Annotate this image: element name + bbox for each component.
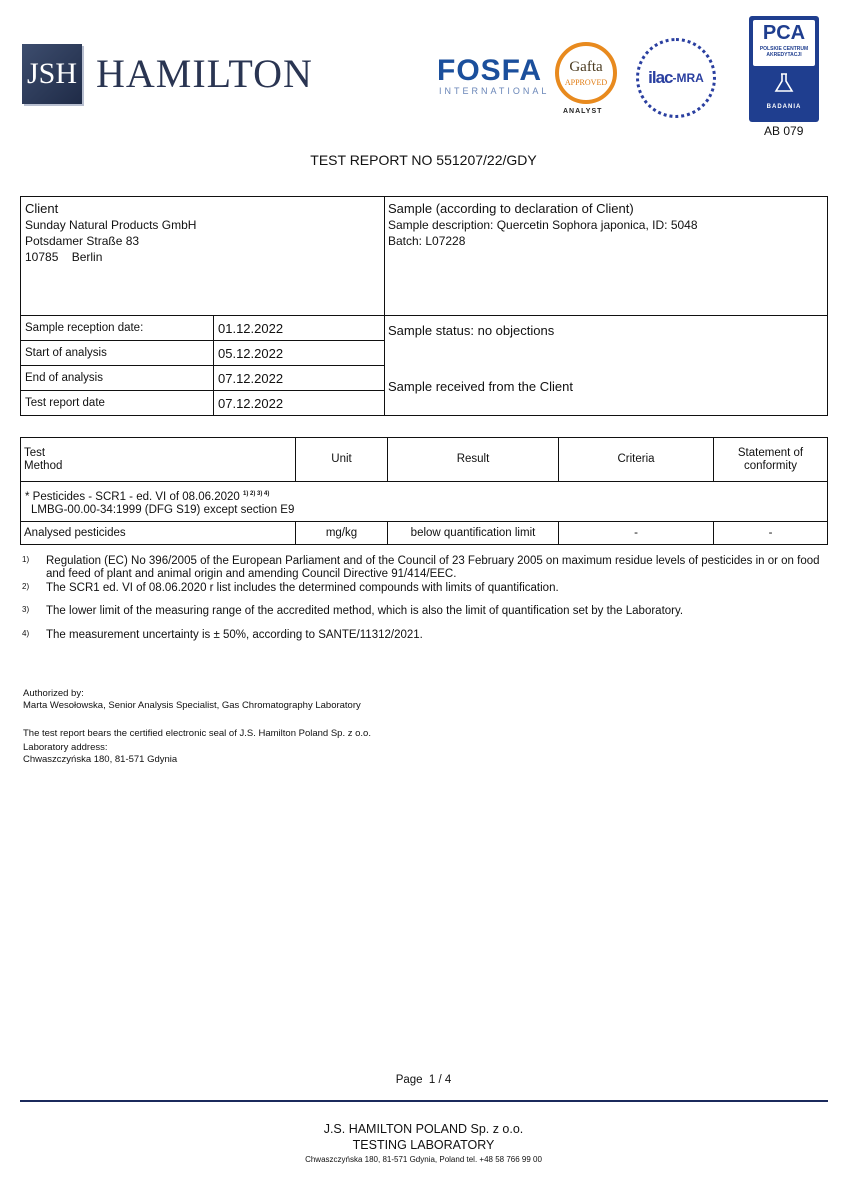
footnote-text: Regulation (EC) No 396/2005 of the European Parliament and of the Council of 23 February 2005 on maximum residue levels of pesticides in or on food and feed of plant and animal origin and amending Council Directive 91/414/EEC. xyxy=(46,555,820,580)
sample-description: Sample description: Quercetin Sophora japonica, ID: 5048 xyxy=(388,218,698,232)
client-street: Potsdamer Straße 83 xyxy=(25,234,140,248)
sample-received: Sample received from the Client xyxy=(388,379,573,394)
header-test-method xyxy=(21,438,296,481)
sample-block xyxy=(388,201,698,249)
footnote-number: 4) xyxy=(22,629,30,638)
date-value: 01.12.2022 xyxy=(218,321,284,336)
header-criteria: Criteria xyxy=(559,438,714,481)
gafta-name: Gafta xyxy=(569,59,603,75)
gafta-seal xyxy=(555,42,617,104)
header-test: Test xyxy=(24,446,46,459)
test-description xyxy=(25,488,294,517)
footnote-number: 3) xyxy=(22,605,30,614)
header-result: Result xyxy=(388,438,559,481)
fosfa-subtitle: INTERNATIONAL xyxy=(439,86,550,96)
header-conformity-line2: conformity xyxy=(743,459,798,472)
date-label: Test report date xyxy=(25,397,105,409)
header-method: Method xyxy=(24,459,63,472)
ilac-text: ilac xyxy=(648,68,673,87)
header-conformity xyxy=(714,438,827,481)
sample-status: Sample status: no objections xyxy=(388,323,555,338)
test-name: * Pesticides - SCR1 - ed. VI of 08.06.2020 xyxy=(25,490,240,503)
client-label: Client xyxy=(25,201,59,216)
client-city: 10785 Berlin xyxy=(25,250,103,264)
header-unit: Unit xyxy=(296,438,388,481)
footer-lab: TESTING LABORATORY xyxy=(352,1138,495,1152)
lab-address: Chwaszczyńska 180, 81-571 Gdynia xyxy=(23,754,178,765)
pca-badania: BADANIA xyxy=(766,104,802,110)
test-footnote-refs: 1) 2) 3) 4) xyxy=(243,491,270,497)
date-label: Sample reception date: xyxy=(25,322,144,334)
footer-address: Chwaszczyńska 180, 81-571 Gdynia, Poland tel. +48 58 766 99 00 xyxy=(305,1155,542,1164)
footnote-number: 1) xyxy=(22,555,30,564)
hamilton-wordmark: HAMILTON xyxy=(96,51,313,96)
pca-wordmark: PCA xyxy=(762,22,806,44)
date-label: Start of analysis xyxy=(25,347,107,359)
gafta-analyst: ANALYST xyxy=(563,108,603,115)
test-method: LMBG-00.00-34:1999 (DFG S19) except section E9 xyxy=(31,503,295,516)
divider xyxy=(213,316,214,341)
page-number: Page 1 / 4 xyxy=(395,1074,452,1086)
flask-icon xyxy=(773,72,795,94)
client-name: Sunday Natural Products GmbH xyxy=(25,218,197,232)
ilac-seal xyxy=(636,38,716,118)
date-row-reception xyxy=(21,316,384,341)
lab-address-label: Laboratory address: xyxy=(23,742,108,753)
footer-divider xyxy=(20,1100,828,1102)
date-value: 07.12.2022 xyxy=(218,371,284,386)
ilac-mra-logo xyxy=(636,38,720,122)
jsh-monogram: JSH xyxy=(22,44,82,104)
footnote-number: 2) xyxy=(22,582,30,591)
authorized-person: Marta Wesołowska, Senior Analysis Specialist, Gas Chromatography Laboratory xyxy=(23,700,361,711)
divider xyxy=(213,341,214,366)
footnote xyxy=(22,555,822,583)
authorized-label: Authorized by: xyxy=(23,688,84,699)
results-table xyxy=(20,437,828,545)
footnote-text: The lower limit of the measuring range of the accredited method, which is also the limit of quantification set by the Laboratory. xyxy=(46,605,684,617)
report-title: TEST REPORT NO 551207/22/GDY xyxy=(310,152,537,168)
pca-fullname: POLSKIE CENTRUM AKREDYTACJI xyxy=(759,46,809,58)
accreditation-code: AB 079 xyxy=(764,124,804,138)
gafta-logo xyxy=(553,42,623,118)
ilac-mra-text: -MRA xyxy=(672,71,704,85)
divider xyxy=(384,197,385,415)
gafta-approved: APPROVED xyxy=(564,78,608,87)
date-row-end xyxy=(21,366,384,391)
pca-header-panel xyxy=(753,20,815,66)
result-conformity: - xyxy=(768,527,773,539)
date-value: 05.12.2022 xyxy=(218,346,284,361)
sample-batch: Batch: L07228 xyxy=(388,234,466,248)
info-table xyxy=(20,196,828,416)
result-criteria: - xyxy=(559,522,714,544)
fosfa-logo xyxy=(437,54,550,98)
fosfa-wordmark: FOSFA xyxy=(437,54,543,87)
pca-logo xyxy=(749,16,819,122)
footnote-text: The measurement uncertainty is ± 50%, according to SANTE/11312/2021. xyxy=(46,629,423,641)
date-row-report xyxy=(21,391,384,416)
header-conformity-line1: Statement of xyxy=(737,446,804,459)
date-label: End of analysis xyxy=(25,372,103,384)
date-row-start xyxy=(21,341,384,366)
seal-note: The test report bears the certified electronic seal of J.S. Hamilton Poland Sp. z o.o. xyxy=(23,728,371,739)
pca-badge xyxy=(749,16,819,122)
client-block xyxy=(25,201,196,265)
divider xyxy=(21,481,827,482)
footnote-text: The SCR1 ed. VI of 08.06.2020 r list includes the determined compounds with limits of quantification. xyxy=(46,582,559,594)
result-parameter: Analysed pesticides xyxy=(21,522,296,544)
hamilton-logo xyxy=(22,44,342,110)
result-unit: mg/kg xyxy=(296,522,388,544)
sample-label: Sample (according to declaration of Client) xyxy=(388,201,634,216)
result-value: below quantification limit xyxy=(388,522,559,544)
divider xyxy=(213,366,214,391)
date-value: 07.12.2022 xyxy=(218,396,284,411)
divider xyxy=(213,391,214,416)
footer-company: J.S. HAMILTON POLAND Sp. z o.o. xyxy=(323,1122,524,1136)
